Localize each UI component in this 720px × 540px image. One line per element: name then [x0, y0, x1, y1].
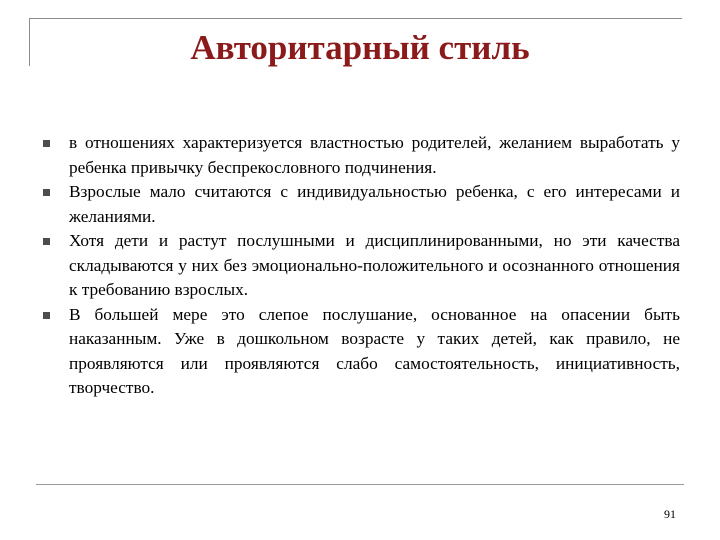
bullet-item [40, 131, 680, 180]
bullet-item [40, 229, 680, 303]
bullet-text: в отношениях характеризуется властностью родителей, желанием выработать у ребенка привычку беспрекословного подчинения. [69, 133, 680, 177]
bullet-text: В большей мере это слепое послушание, основанное на опасении быть наказанным. Уже в дошкольном возрасте у таких детей, как правило, не проявляются или проявляются слабо самостоятельность, инициативность, творчество. [69, 304, 680, 397]
bullet-text: Хотя дети и растут послушными и дисциплинированными, но эти качества складываются у них без эмоционально-положительного и осознанного отношения к требованию взрослых. [69, 231, 680, 299]
slide-title: Авторитарный стиль [190, 28, 530, 67]
square-bullet-icon [43, 140, 50, 147]
bullet-item [40, 303, 680, 401]
square-bullet-icon [43, 189, 50, 196]
footer-divider [36, 484, 684, 485]
page-number: 91 [664, 507, 676, 521]
square-bullet-icon [43, 312, 50, 319]
bullet-item [40, 180, 680, 229]
bullet-list [40, 131, 680, 401]
frame-top-line [29, 18, 682, 19]
bullet-text: Взрослые мало считаются с индивидуальностью ребенка, с его интересами и желаниями. [69, 182, 680, 226]
square-bullet-icon [43, 238, 50, 245]
